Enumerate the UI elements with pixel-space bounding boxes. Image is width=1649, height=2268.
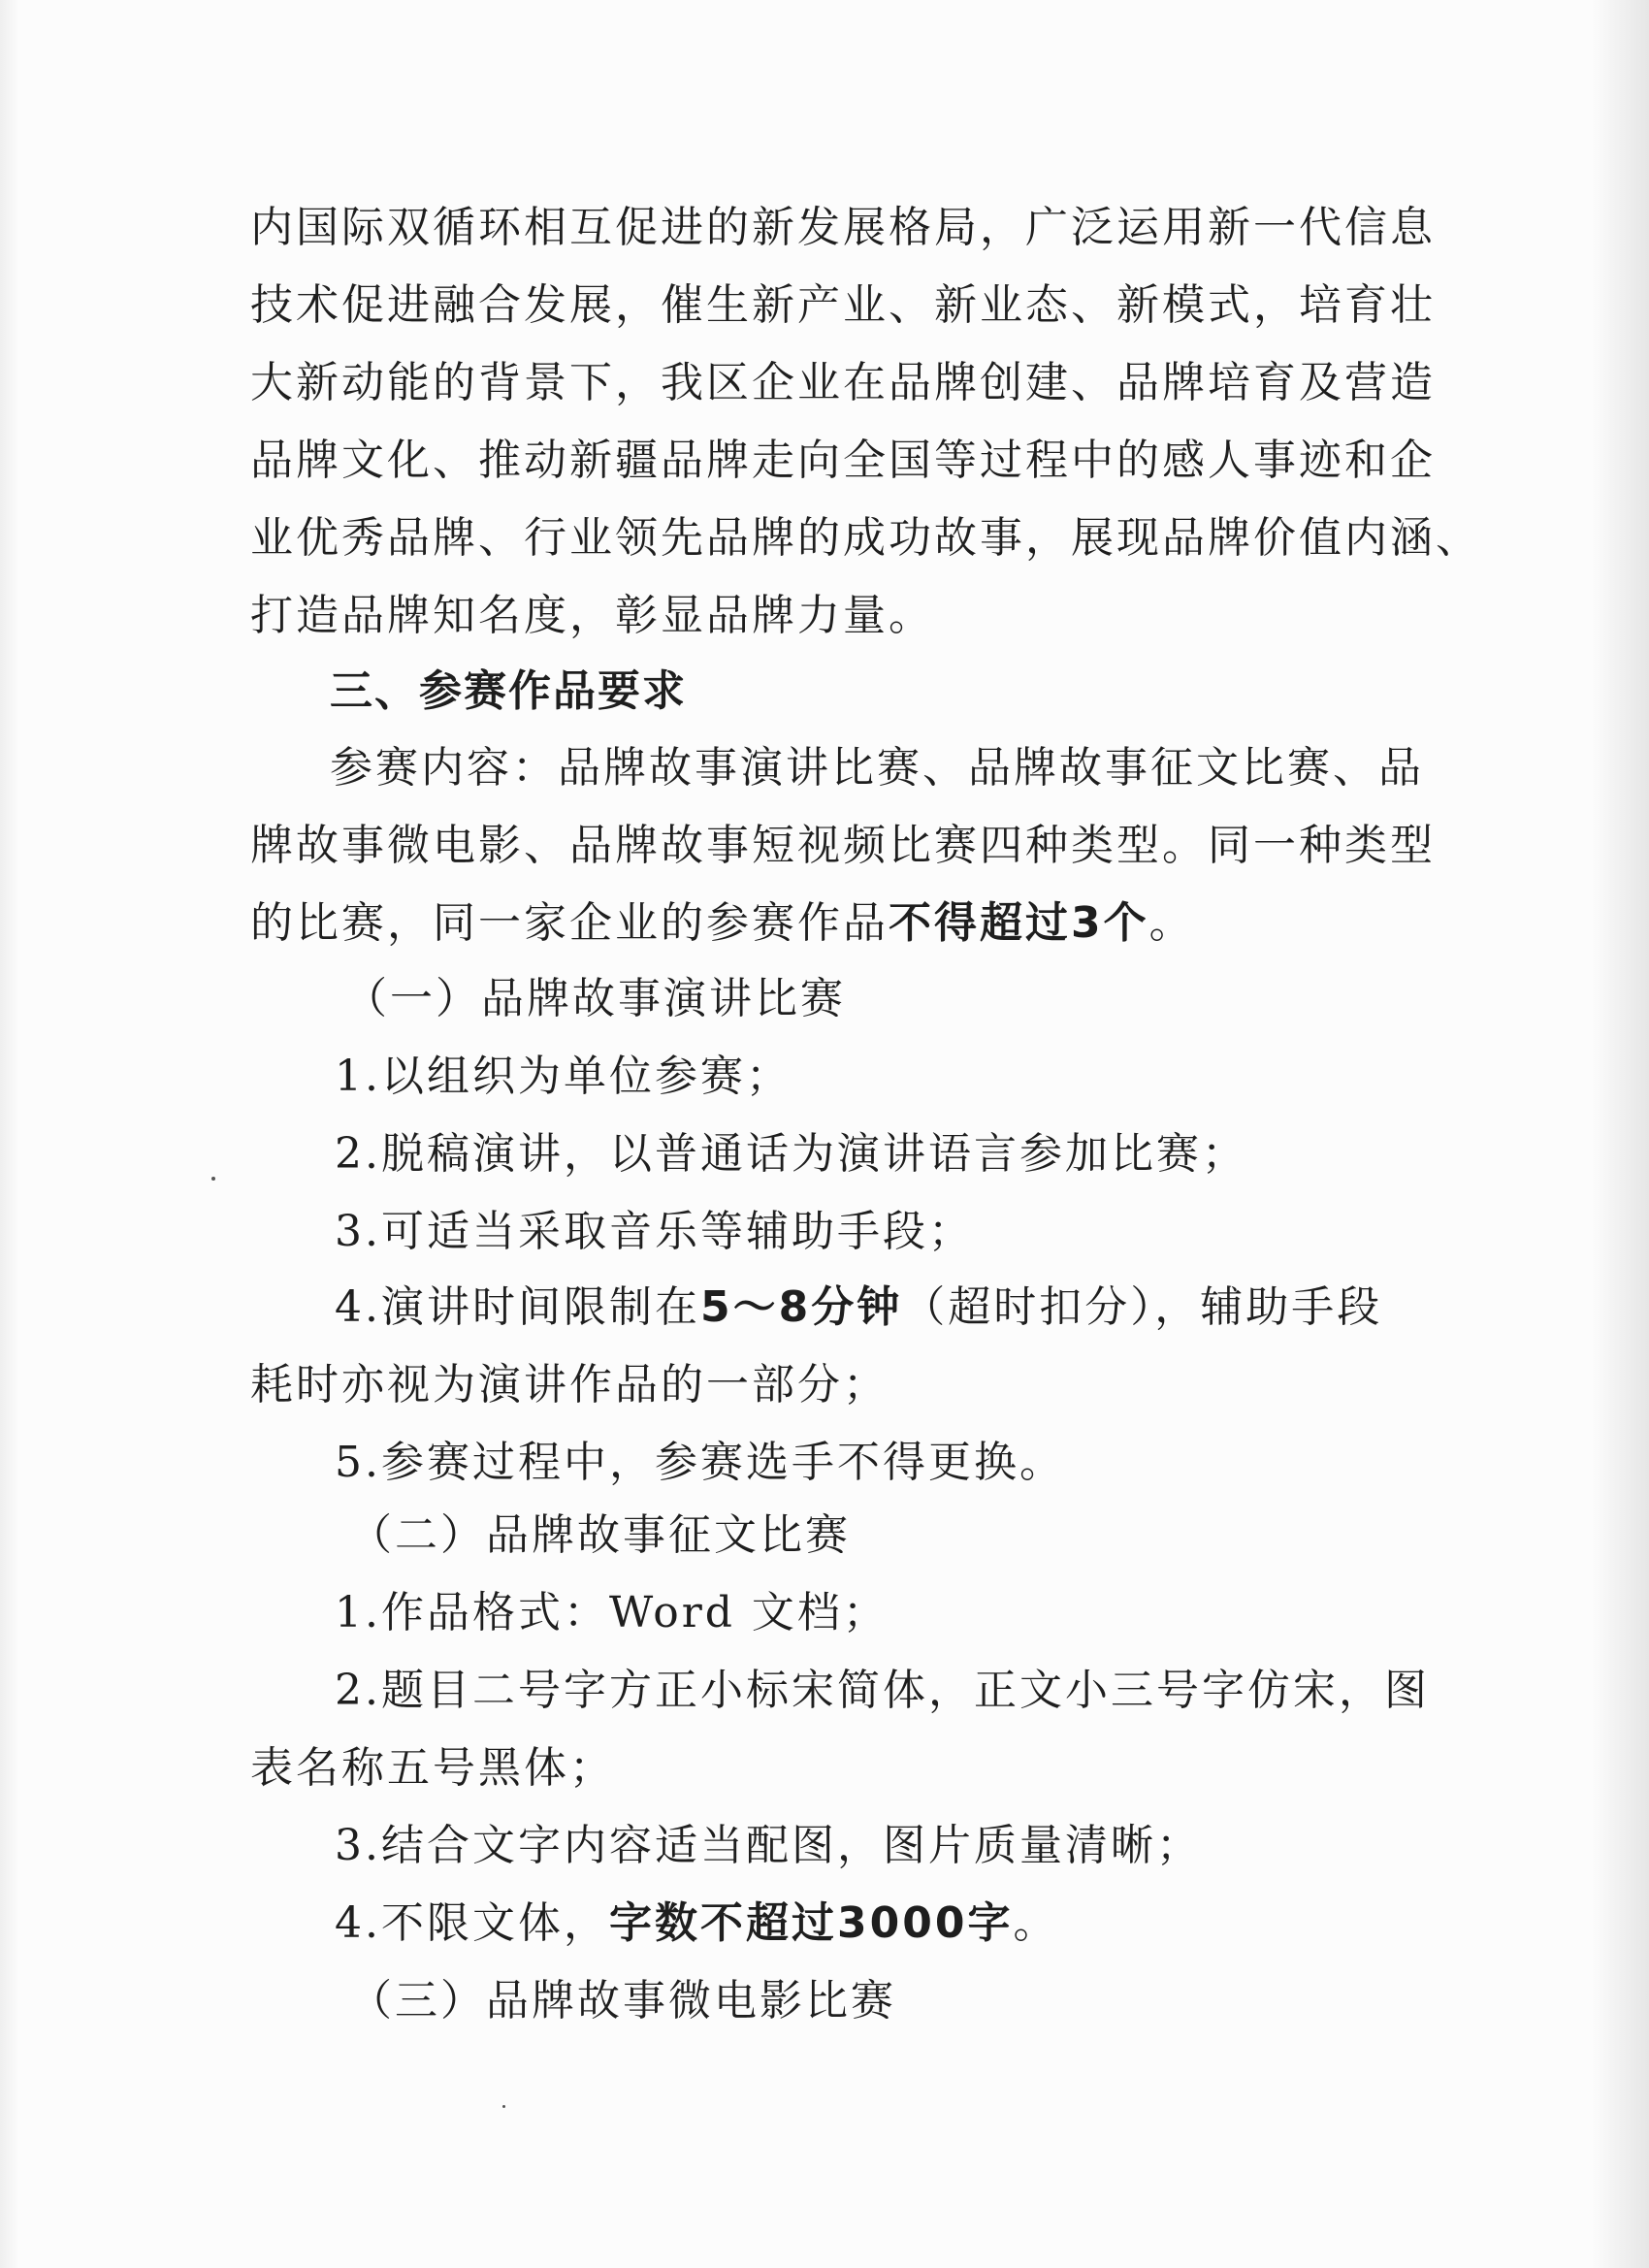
speech-heading: （一）品牌故事演讲比赛 bbox=[344, 974, 846, 1023]
content-line-1: 参赛内容：品牌故事演讲比赛、品牌故事征文比赛、品 bbox=[330, 743, 1424, 793]
content-line-3 bbox=[250, 894, 1195, 953]
speech-item-4-text: 4.演讲时间限制在 bbox=[335, 1282, 700, 1332]
intro-line-3: 大新动能的背景下，我区企业在品牌创建、品牌培育及营造 bbox=[250, 358, 1436, 407]
speech-item-4 bbox=[335, 1279, 1382, 1337]
intro-line-5: 业优秀品牌、行业领先品牌的成功故事，展现品牌价值内涵、 bbox=[250, 513, 1481, 563]
content-line-3-text: 的比赛，同一家企业的参赛作品 bbox=[250, 898, 889, 948]
essay-item-4-text: 4.不限文体， bbox=[335, 1898, 609, 1948]
scan-edge-right bbox=[1591, 0, 1649, 2268]
intro-line-1: 内国际双循环相互促进的新发展格局，广泛运用新一代信息 bbox=[250, 203, 1436, 252]
intro-line-4: 品牌文化、推动新疆品牌走向全国等过程中的感人事迹和企 bbox=[250, 436, 1436, 485]
essay-heading: （二）品牌故事征文比赛 bbox=[349, 1510, 851, 1560]
section-heading: 三、参赛作品要求 bbox=[330, 666, 687, 716]
content-limit-bold: 不得超过3个 bbox=[889, 898, 1149, 948]
essay-item-1: 1.作品格式：Word 文档； bbox=[335, 1588, 889, 1637]
scan-edge-left bbox=[0, 0, 19, 2268]
speech-item-4-end: （超时扣分），辅助手段 bbox=[902, 1282, 1383, 1332]
intro-line-2: 技术促进融合发展，催生新产业、新业态、新模式，培育壮 bbox=[250, 280, 1436, 330]
essay-item-2: 2.题目二号字方正小标宋简体，正文小三号字仿宋，图 bbox=[335, 1666, 1430, 1715]
essay-wordcount-bold: 字数不超过3000字 bbox=[608, 1898, 1014, 1948]
scan-speck bbox=[502, 2105, 505, 2108]
scan-speck bbox=[211, 1177, 215, 1181]
content-line-2: 牌故事微电影、品牌故事短视频比赛四种类型。同一种类型 bbox=[250, 821, 1436, 870]
speech-item-2: 2.脱稿演讲，以普通话为演讲语言参加比赛； bbox=[335, 1129, 1247, 1179]
content-line-3-end: 。 bbox=[1148, 898, 1195, 948]
speech-item-4-line-2: 耗时亦视为演讲作品的一部分； bbox=[250, 1360, 889, 1409]
speech-item-3: 3.可适当采取音乐等辅助手段； bbox=[335, 1207, 974, 1256]
speech-item-5: 5.参赛过程中，参赛选手不得更换。 bbox=[335, 1438, 1065, 1487]
essay-item-4 bbox=[335, 1895, 1058, 1953]
speech-item-1: 1.以组织为单位参赛； bbox=[335, 1052, 792, 1101]
film-heading: （三）品牌故事微电影比赛 bbox=[349, 1976, 896, 2025]
intro-line-6: 打造品牌知名度，彰显品牌力量。 bbox=[250, 591, 934, 640]
essay-item-3: 3.结合文字内容适当配图，图片质量清晰； bbox=[335, 1821, 1202, 1870]
essay-item-4-end: 。 bbox=[1013, 1898, 1059, 1948]
speech-time-bold: 5～8分钟 bbox=[699, 1282, 903, 1332]
essay-item-2-line-2: 表名称五号黑体； bbox=[250, 1743, 615, 1793]
